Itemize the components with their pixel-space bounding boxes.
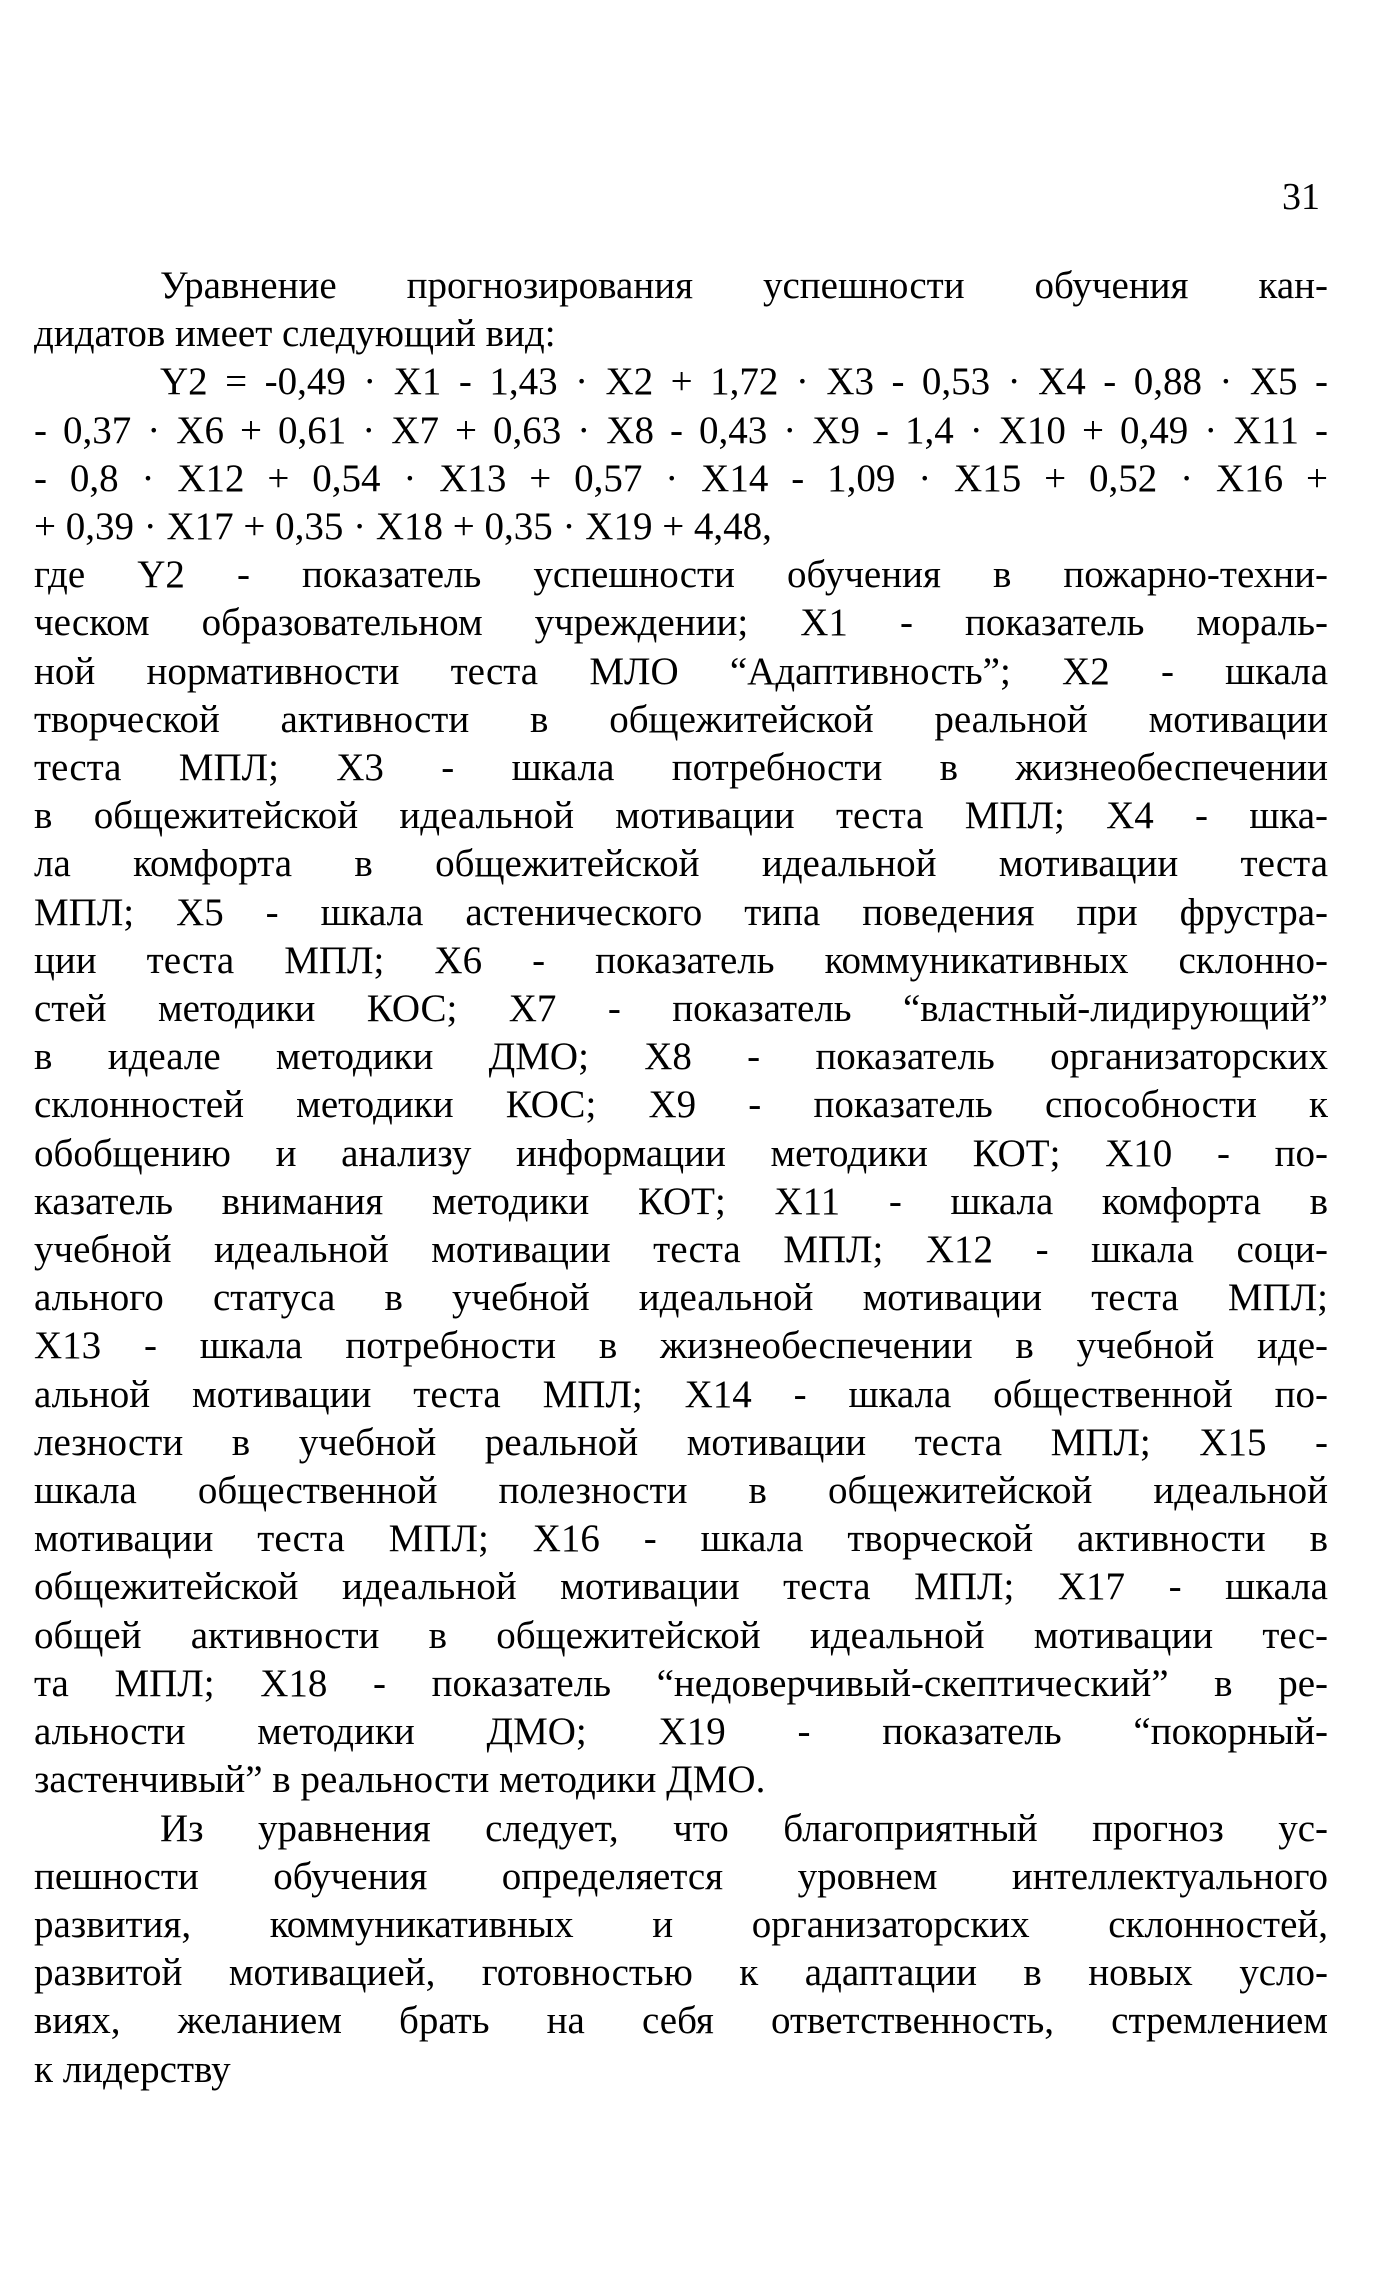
conclusion-paragraph: [34, 1805, 1328, 2094]
text-line: к лидерству: [34, 2047, 231, 2091]
equation-line: - 0,37 · X6 + 0,61 · X7 + 0,63 · X8 - 0,43 · X9 - 1,4 · X10 + 0,49 · X11 -: [34, 408, 1328, 452]
equation-line: - 0,8 · X12 + 0,54 · X13 + 0,57 · X14 - 1,09 · X15 + 0,52 · X16 +: [34, 456, 1328, 500]
text-line: казатель внимания методики КОТ; X11 - шкала комфорта в: [34, 1179, 1328, 1223]
page-number: 31: [1282, 176, 1320, 218]
text-line: Из уравнения следует, что благоприятный прогноз ус-: [160, 1806, 1328, 1850]
intro-paragraph: [34, 262, 1328, 358]
text-line: альности методики ДМО; X19 - показатель “покорный-: [34, 1710, 1328, 1754]
text-line: в общежитейской идеальной мотивации теста МПЛ; X4 - шка-: [34, 794, 1328, 838]
text-line: учебной идеальной мотивации теста МПЛ; X12 - шкала соци-: [34, 1228, 1328, 1272]
text-line: застенчивый” в реальности методики ДМО.: [34, 1758, 766, 1802]
text-line: ла комфорта в общежитейской идеальной мотивации теста: [34, 842, 1328, 886]
text-line: МПЛ; X5 - шкала астенического типа поведения при фрустра-: [34, 890, 1328, 934]
text-line: виях, желанием брать на себя ответственность, стремлением: [34, 1999, 1328, 2043]
body-text: [34, 262, 1328, 2094]
text-line: творческой активности в общежитейской реальной мотивации: [34, 697, 1328, 741]
variable-definitions-paragraph: [34, 551, 1328, 1804]
text-line: общежитейской идеальной мотивации теста МПЛ; X17 - шкала: [34, 1565, 1328, 1609]
equation: [34, 358, 1328, 551]
text-line: ции теста МПЛ; X6 - показатель коммуникативных склонно-: [34, 938, 1328, 982]
text-line: в идеале методики ДМО; X8 - показатель организаторских: [34, 1035, 1328, 1079]
text-line: ной нормативности теста МЛО “Адаптивность”; X2 - шкала: [34, 649, 1328, 693]
equation-line: Y2 = -0,49 · X1 - 1,43 · X2 + 1,72 · X3 - 0,53 · X4 - 0,88 · X5 -: [160, 360, 1328, 404]
text-line: стей методики КОС; X7 - показатель “властный-лидирующий”: [34, 987, 1328, 1031]
text-line: шкала общественной полезности в общежитейской идеальной: [34, 1469, 1328, 1513]
text-line: общей активности в общежитейской идеальной мотивации тес-: [34, 1613, 1328, 1657]
text-line: та МПЛ; X18 - показатель “недоверчивый-скептический” в ре-: [34, 1661, 1328, 1705]
text-line: ального статуса в учебной идеальной мотивации теста МПЛ;: [34, 1276, 1328, 1320]
text-line: где Y2 - показатель успешности обучения в пожарно-техни-: [34, 553, 1328, 597]
text-line: пешности обучения определяется уровнем интеллектуального: [34, 1854, 1328, 1898]
text-line: развитой мотивацией, готовностью к адаптации в новых усло-: [34, 1951, 1328, 1995]
text-line: X13 - шкала потребности в жизнеобеспечении в учебной иде-: [34, 1324, 1328, 1368]
equation-line: + 0,39 · X17 + 0,35 · X18 + 0,35 · X19 + 4,48,: [34, 505, 772, 549]
text-line: развития, коммуникативных и организаторских склонностей,: [34, 1902, 1328, 1946]
text-line: лезности в учебной реальной мотивации теста МПЛ; X15 -: [34, 1420, 1328, 1464]
text-line: Уравнение прогнозирования успешности обучения кан-: [160, 264, 1328, 307]
text-line: склонностей методики КОС; X9 - показатель способности к: [34, 1083, 1328, 1127]
text-line: мотивации теста МПЛ; X16 - шкала творческой активности в: [34, 1517, 1328, 1561]
text-line: ческом образовательном учреждении; X1 - показатель мораль-: [34, 601, 1328, 645]
text-line: дидатов имеет следующий вид:: [34, 312, 556, 356]
text-line: теста МПЛ; X3 - шкала потребности в жизнеобеспечении: [34, 746, 1328, 790]
text-line: альной мотивации теста МПЛ; X14 - шкала общественной по-: [34, 1372, 1328, 1416]
text-line: обобщению и анализу информации методики КОТ; X10 - по-: [34, 1131, 1328, 1175]
